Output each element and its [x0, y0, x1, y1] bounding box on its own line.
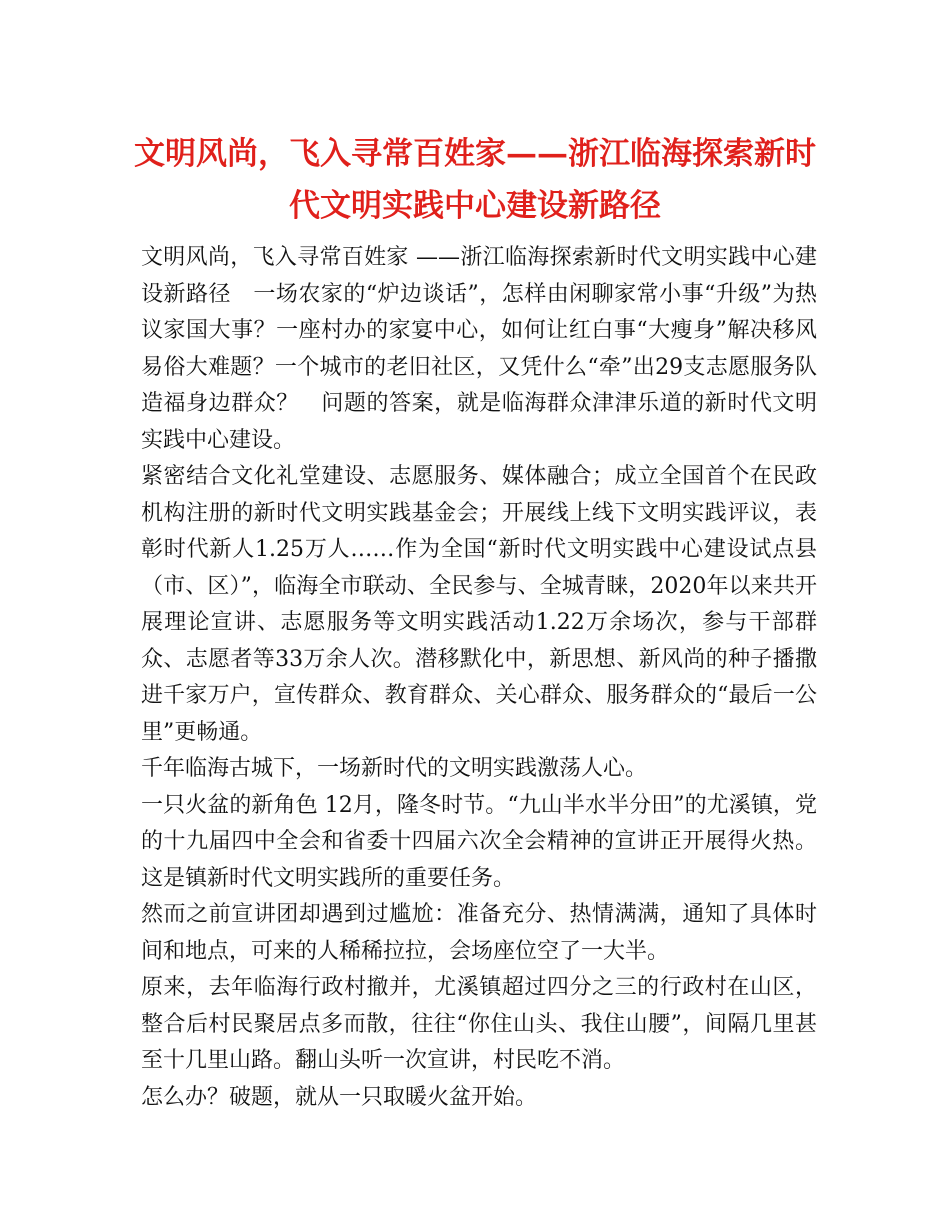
paragraph: 怎么办？破题，就从一只取暖火盆开始。 — [141, 1084, 538, 1110]
paragraph: 文明风尚，飞入寻常百姓家 ——浙江临海探索新时代文明实践中心建设新路径 一场农家的“炉边谈话”，怎样由闲聊家常小事“升级”为热议家国大事？一座村办的家宴中心，如何让红白事“大瘦身”解决移风易俗大难题？一个城市的老旧社区，又凭什么“牵”出29支志愿服务队造福身边群众？ 问题的答案，就是临海群众津津乐道的新时代文明实践中心建设。 — [141, 245, 817, 453]
paragraph: 千年临海古城下，一场新时代的文明实践激荡人心。 — [141, 756, 648, 781]
document-title: 文明风尚，飞入寻常百姓家——浙江临海探索新时代文明实践中心建设新路径 — [134, 136, 816, 224]
paragraph: 紧密结合文化礼堂建设、志愿服务、媒体融合；成立全国首个在民政机构注册的新时代文明实践基金会；开展线上线下文明实践评议，表彰时代新人1.25万人……作为全国“新时代文明实践中心建设试点县（市、区）”，临海全市联动、全民参与、全城青睐，2020年以来共开展理论宣讲、志愿服务等文明实践活动1.22万余场次，参与干部群众、志愿者等33万余人次。潜移默化中，新思想、新风尚的种子播撒进千家万户，宣传群众、教育群众、关心群众、服务群众的“最后一公里”更畅通。 — [141, 464, 817, 745]
paragraph: 原来，去年临海行政村撤并，尤溪镇超过四分之三的行政村在山区，整合后村民聚居点多而散，往往“你住山头、我住山腰”，间隔几里甚至十几里山路。翻山头听一次宣讲，村民吃不消。 — [141, 975, 817, 1073]
paragraph: 一只火盆的新角色 12月，隆冬时节。“九山半水半分田”的尤溪镇，党的十九届四中全会和省委十四届六次全会精神的宣讲正开展得火热。这是镇新时代文明实践所的重要任务。 — [141, 792, 817, 891]
paragraph: 然而之前宣讲团却遇到过尴尬：准备充分、热情满满，通知了具体时间和地点，可来的人稀稀拉拉，会场座位空了一大半。 — [141, 902, 817, 964]
document-body — [141, 240, 817, 1116]
